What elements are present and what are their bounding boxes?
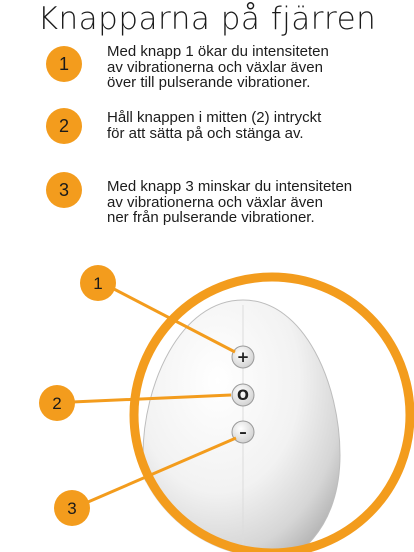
step-line: över till pulserande vibrationer.	[107, 74, 311, 91]
step-line: ner från pulserande vibrationer.	[107, 209, 315, 226]
step-line: Håll knappen i mitten (2) intryckt	[107, 109, 322, 126]
callout-number: 2	[52, 394, 62, 413]
page-title: Knapparna på fjärren	[37, 1, 377, 37]
step-line: Med knapp 1 ökar du intensiteten	[107, 43, 329, 60]
callout-number: 1	[93, 274, 103, 293]
step-number-badge: 2	[46, 108, 82, 144]
step-line: av vibrationerna och växlar även	[107, 58, 323, 76]
step-line: Med knapp 3 minskar du intensiteten	[107, 178, 353, 195]
callout-number: 3	[67, 499, 77, 518]
step-number-badge: 3	[46, 172, 82, 208]
power-icon: O	[237, 388, 249, 404]
step-line: av vibrationerna och växlar även	[107, 193, 323, 211]
step-line: för att sätta på och stänga av.	[107, 124, 304, 142]
plus-icon: +	[236, 348, 250, 366]
step-number-badge: 1	[46, 46, 82, 82]
minus-icon: –	[239, 423, 247, 441]
